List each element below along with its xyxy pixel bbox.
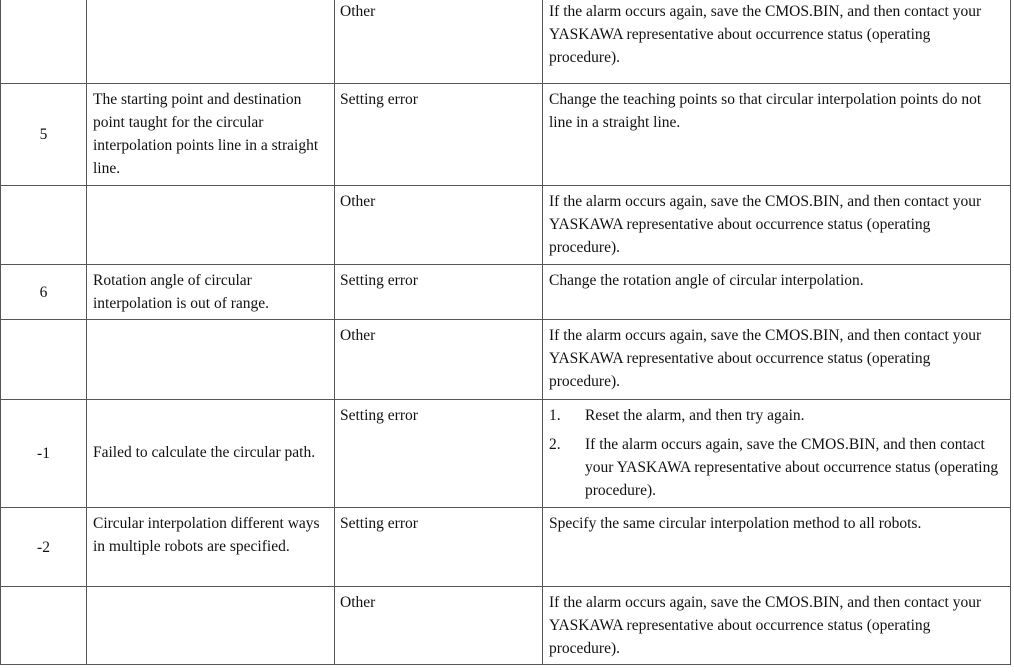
step-number: 2.: [549, 436, 561, 453]
alarm-subcode-cell: [1, 320, 87, 400]
cause-cell: Other: [335, 0, 543, 84]
step-number: 1.: [549, 407, 561, 424]
description-cell: Circular interpolation different ways in multiple robots are specified.: [87, 508, 335, 587]
remedy-cell: If the alarm occurs again, save the CMOS.BIN, and then contact your YASKAWA representative about occurrence status (operating procedure).: [543, 0, 1011, 84]
description-cell: The starting point and destination point taught for the circular interpolation points line in a straight line.: [87, 84, 335, 186]
remedy-cell: Specify the same circular interpolation method to all robots.: [543, 508, 1011, 587]
table-row: [1, 320, 1011, 400]
description-cell: [87, 0, 335, 84]
list-item: [549, 433, 1002, 502]
cause-cell: Setting error: [335, 400, 543, 508]
cause-cell: Setting error: [335, 265, 543, 320]
alarm-subcode-cell: [1, 186, 87, 265]
table-row: [1, 265, 1011, 320]
table-row: [1, 587, 1011, 665]
alarm-subcode-cell: -1: [1, 400, 87, 508]
description-cell: Rotation angle of circular interpolation is out of range.: [87, 265, 335, 320]
remedy-cell: If the alarm occurs again, save the CMOS.BIN, and then contact your YASKAWA representative about occurrence status (operating procedure).: [543, 186, 1011, 265]
remedy-cell: If the alarm occurs again, save the CMOS.BIN, and then contact your YASKAWA representative about occurrence status (operating procedure).: [543, 320, 1011, 400]
remedy-steps-list: [549, 404, 1002, 502]
table-row: [1, 84, 1011, 186]
alarm-subcode-cell: 6: [1, 265, 87, 320]
description-cell: Failed to calculate the circular path.: [87, 400, 335, 508]
table-row: [1, 508, 1011, 587]
table-row: [1, 0, 1011, 84]
cause-cell: Other: [335, 186, 543, 265]
remedy-cell: Change the rotation angle of circular interpolation.: [543, 265, 1011, 320]
table-row: [1, 400, 1011, 508]
cause-cell: Setting error: [335, 84, 543, 186]
alarm-subcode-cell: [1, 0, 87, 84]
alarm-subcode-cell: -2: [1, 508, 87, 587]
remedy-cell: Change the teaching points so that circular interpolation points do not line in a straight line.: [543, 84, 1011, 186]
cause-cell: Other: [335, 320, 543, 400]
alarm-subcode-cell: [1, 587, 87, 665]
table-row: [1, 186, 1011, 265]
step-text: Reset the alarm, and then try again.: [585, 407, 805, 424]
remedy-cell: If the alarm occurs again, save the CMOS.BIN, and then contact your YASKAWA representative about occurrence status (operating procedure).: [543, 587, 1011, 665]
remedy-cell: [543, 400, 1011, 508]
step-text: If the alarm occurs again, save the CMOS.BIN, and then contact your YASKAWA representative about occurrence status (operating procedure).: [585, 436, 999, 499]
cause-cell: Setting error: [335, 508, 543, 587]
alarm-subcode-cell: 5: [1, 84, 87, 186]
description-cell: [87, 587, 335, 665]
description-cell: [87, 186, 335, 265]
list-item: [549, 404, 1002, 427]
cause-cell: Other: [335, 587, 543, 665]
description-cell: [87, 320, 335, 400]
